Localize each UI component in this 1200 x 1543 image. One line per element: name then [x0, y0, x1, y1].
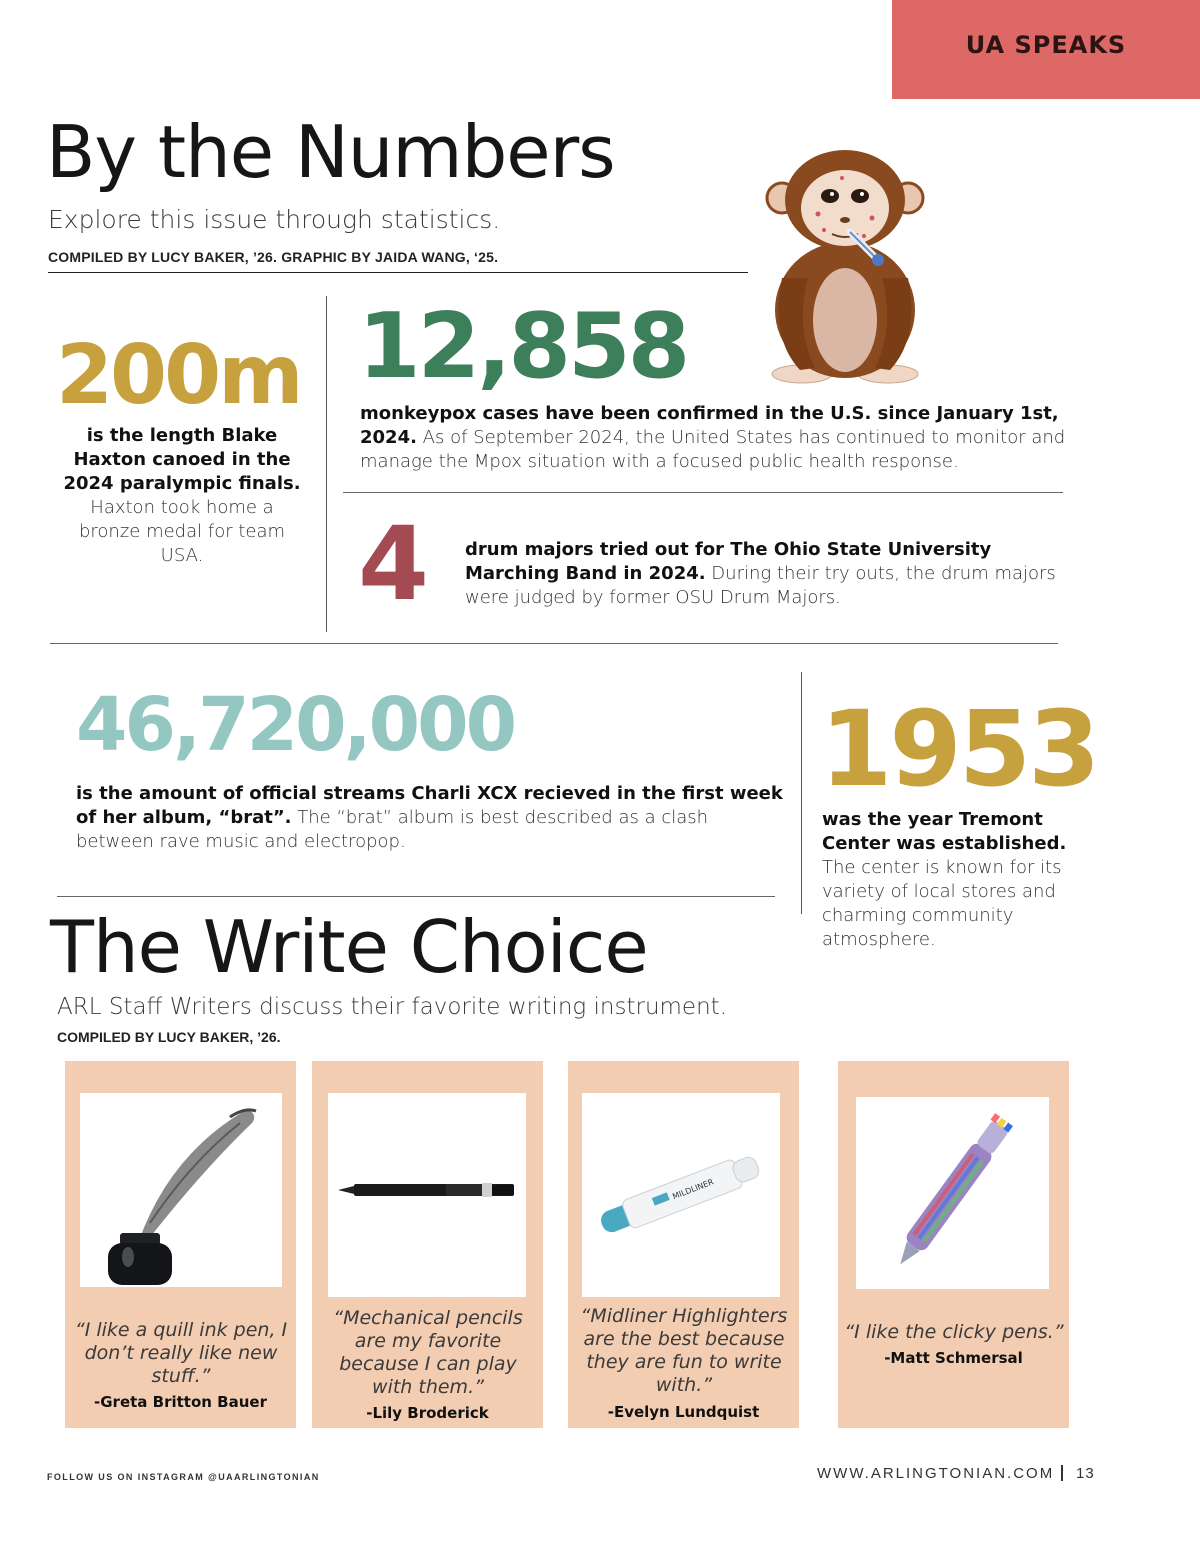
quill-pen-quote: “I like a quill ink pen, I don’t really like new stuff.”	[74, 1319, 288, 1387]
stat-drum-number: 4	[358, 505, 426, 624]
stat-canoe-text	[62, 424, 302, 568]
mechanical-pencil-quote: “Mechanical pencils are my favorite because I can play with them.”	[333, 1307, 523, 1398]
page-subtitle: Explore this issue through statistics.	[48, 205, 501, 234]
footer-instagram: FOLLOW US ON INSTAGRAM @UAARLINGTONIAN	[47, 1472, 320, 1482]
write-choice-subtitle: ARL Staff Writers discuss their favorite writing instrument.	[57, 994, 727, 1020]
streams-divider	[57, 896, 775, 897]
stat-drum-text	[465, 538, 1075, 610]
stat-canoe-body: Haxton took home a bronze medal for team USA.	[78, 497, 286, 566]
stat-canoe-number: 200m	[56, 328, 301, 423]
highlighter-photo	[582, 1093, 780, 1297]
stat-mpox-number: 12,858	[358, 294, 688, 399]
mpox-divider	[343, 492, 1063, 493]
card-multicolor-pen	[838, 1061, 1069, 1428]
stat-column-divider	[326, 296, 327, 632]
mechanical-pencil-author: -Lily Broderick	[366, 1404, 489, 1422]
stat-drum-body: During their try outs, the drum majors were judged by former OSU Drum Majors.	[465, 563, 1056, 608]
quill-pen-author: -Greta Britton Bauer	[94, 1393, 267, 1411]
stat-mpox-text	[360, 402, 1070, 474]
tremont-divider	[801, 672, 802, 914]
section-tag: UA SPEAKS	[892, 0, 1200, 99]
multicolor-pen-quote: “I like the clicky pens.”	[844, 1321, 1064, 1343]
card-highlighter	[568, 1061, 799, 1428]
stat-tremont-bold: was the year Tremont Center was established.	[822, 809, 1067, 854]
card-quill-pen	[65, 1061, 296, 1428]
multicolor-pen-author: -Matt Schmersal	[884, 1349, 1023, 1367]
mechanical-pencil-icon	[328, 1093, 526, 1297]
stat-tremont-number: 1953	[820, 688, 1098, 810]
footer-separator	[1061, 1465, 1063, 1481]
write-choice-title: The Write Choice	[50, 905, 648, 989]
stat-streams-text	[76, 782, 786, 854]
page-title: By the Numbers	[46, 110, 615, 194]
multicolor-pen-photo	[856, 1097, 1049, 1289]
highlighter-quote: “Midliner Highlighters are the best because they are fun to write with.”	[580, 1305, 788, 1396]
footer-website[interactable]: WWW.ARLINGTONIAN.COM	[817, 1465, 1055, 1482]
stat-streams-bold: is the amount of official streams Charli XCX recieved in the first week of her album, “brat”.	[76, 783, 783, 828]
highlighter-label: MILDLINER	[671, 1177, 715, 1202]
stat-canoe-bold: is the length Blake Haxton canoed in the 2024 paralympic finals.	[63, 425, 301, 494]
highlighter-icon	[582, 1093, 780, 1297]
quill-pen-photo	[80, 1093, 282, 1287]
page-number: 13	[1076, 1465, 1095, 1482]
stat-streams-body: The “brat” album is best described as a clash between rave music and electropop.	[76, 807, 709, 852]
monkey-illustration	[760, 148, 930, 388]
card-mechanical-pencil	[312, 1061, 543, 1428]
stat-tremont-text	[822, 808, 1092, 952]
write-choice-credit: COMPILED BY LUCY BAKER, ’26.	[57, 1029, 281, 1045]
stat-mpox-body: As of September 2024, the United States has continued to monitor and manage the Mpox situation with a focused public health response.	[360, 427, 1066, 472]
page-credit: COMPILED BY LUCY BAKER, ’26. GRAPHIC BY JAIDA WANG, ‘25.	[48, 249, 499, 265]
multicolor-pen-icon	[856, 1097, 1049, 1289]
quill-pen-icon	[80, 1093, 282, 1287]
stat-tremont-body: The center is known for its variety of local stores and charming community atmosphere.	[822, 857, 1062, 950]
stat-drum-bold: drum majors tried out for The Ohio State University Marching Band in 2024.	[465, 539, 992, 584]
mechanical-pencil-photo	[328, 1093, 526, 1297]
stat-mpox-bold: monkeypox cases have been confirmed in the U.S. since January 1st, 2024.	[360, 403, 1059, 448]
numbers-divider	[50, 643, 1058, 644]
highlighter-author: -Evelyn Lundquist	[607, 1403, 760, 1421]
stat-streams-number: 46,720,000	[76, 682, 515, 768]
header-divider	[48, 272, 748, 273]
